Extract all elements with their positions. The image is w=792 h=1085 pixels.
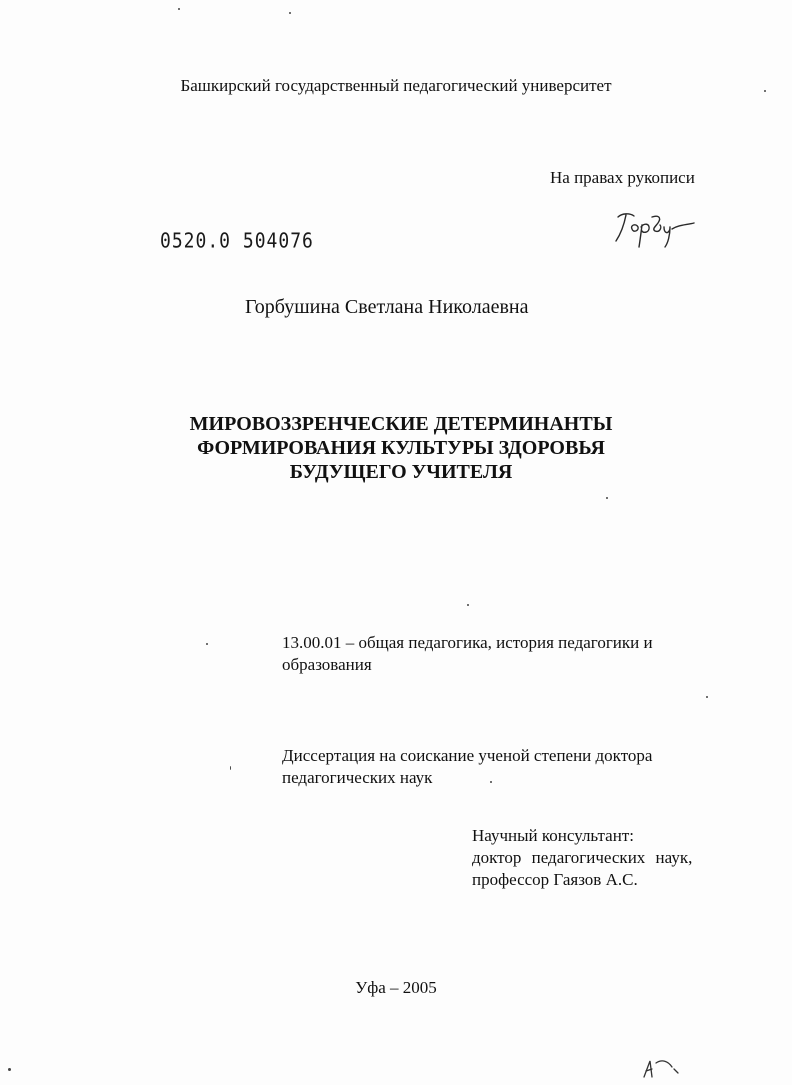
scan-speck: [230, 766, 231, 770]
title-line: ФОРМИРОВАНИЯ КУЛЬТУРЫ ЗДОРОВЬЯ: [197, 437, 605, 459]
degree-statement: Диссертация на соискание ученой степени доктора педагогических наук: [282, 746, 653, 787]
scan-speck: [289, 12, 291, 14]
scan-speck: [490, 781, 492, 783]
author-name: Горбушина Светлана Николаевна: [245, 296, 529, 318]
scan-speck: [706, 696, 708, 698]
rights-note: На правах рукописи: [550, 168, 695, 187]
handwritten-signature: [608, 205, 698, 250]
place-and-year: Уфа – 2005: [355, 978, 437, 997]
title-line: МИРОВОЗЗРЕНЧЕСКИЕ ДЕТЕРМИНАНТЫ: [189, 413, 613, 435]
scan-speck: [178, 8, 180, 10]
scan-speck: [206, 643, 208, 645]
consultant-name: профессор Гаязов А.С.: [472, 870, 638, 889]
specialty-code: 13.00.01 – общая педагогика, история педагогики и образования: [282, 633, 653, 674]
archive-stamp-number: 0520.0 504076: [160, 229, 314, 254]
scan-speck: [764, 90, 766, 92]
scientific-consultant: [472, 825, 692, 891]
university-name: Башкирский государственный педагогический университет: [180, 76, 612, 95]
consultant-degree: доктор педагогических наук,: [472, 848, 693, 867]
consultant-label: Научный консультант:: [472, 826, 634, 845]
scan-speck: [606, 497, 608, 499]
pencil-mark: [636, 1055, 686, 1081]
scan-speck: [467, 604, 469, 606]
title-line: БУДУЩЕГО УЧИТЕЛЯ: [289, 461, 513, 483]
scan-speck: [8, 1068, 11, 1071]
dissertation-title: [0, 412, 792, 484]
